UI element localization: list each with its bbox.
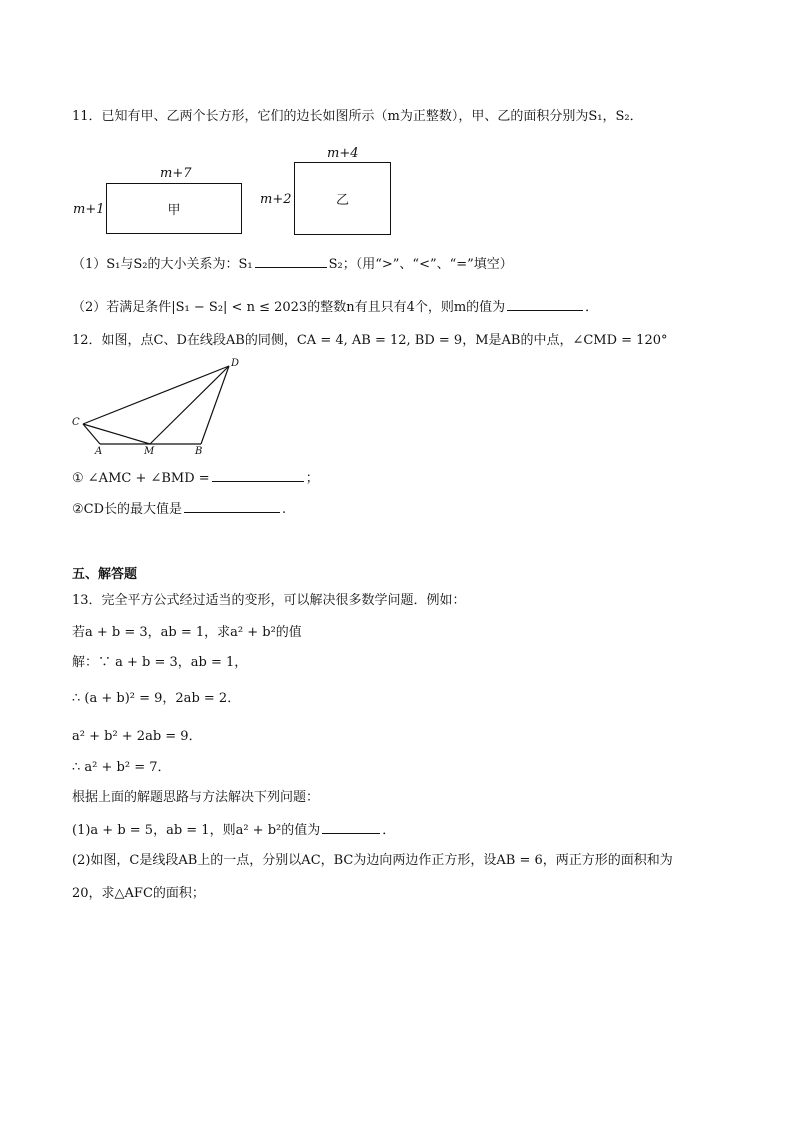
q13-stem: 13．完全平方公式经过适当的变形，可以解决很多数学问题．例如：	[72, 593, 466, 608]
section-title: 五、解答题	[72, 567, 138, 582]
q11-part1-text-end: S₂；（用“>”、“<”、“=”填空）	[328, 257, 513, 272]
segment-md	[150, 366, 229, 444]
q12-part1	[72, 468, 319, 488]
q11-part2-text-end: ．	[585, 300, 599, 315]
q12-part1-blank[interactable]	[212, 468, 304, 482]
q13-solution-4: ∴ a² + b² = 7．	[72, 760, 171, 775]
point-d-label: D	[231, 358, 240, 369]
q12-part2-text-end: .	[282, 502, 287, 517]
q12-part2-text: ②CD长的最大值是	[72, 502, 183, 517]
q13-example: 若a + b = 3，ab = 1，求a² + b²的值	[72, 625, 302, 640]
q11-stem: 11．已知有甲、乙两个长方形，它们的边长如图所示（m为正整数），甲、乙的面积分别为S₁，S₂．	[72, 109, 643, 124]
q13-solution-3: a² + b² + 2ab = 9．	[72, 729, 202, 744]
segment-cd	[83, 366, 229, 424]
q13-part2-line2: 20，求△AFC的面积；	[72, 886, 205, 901]
segment-cm	[83, 424, 150, 444]
rect-b-width-label: m+4	[327, 146, 359, 161]
point-c-label: C	[72, 417, 80, 428]
q12-part1-text: ① ∠AMC + ∠BMD =	[72, 471, 210, 486]
q12-part2-blank[interactable]	[184, 499, 280, 513]
rect-b-height-label: m+2	[260, 192, 292, 207]
rect-b-label: 乙	[335, 193, 349, 208]
q12-part1-text-end: ；	[305, 471, 319, 486]
q13-part1	[72, 820, 395, 840]
segment-bd	[201, 366, 229, 444]
q11-part2-text: （2）若满足条件|S₁ − S₂| < n ≤ 2023的整数n有且只有4个，则m的值为	[72, 300, 506, 315]
q13-solution-1: 解：∵ a + b = 3，ab = 1，	[72, 655, 248, 670]
rect-a-label: 甲	[167, 203, 181, 218]
q11-part1-text: （1）S₁与S₂的大小关系为：S₁	[72, 257, 253, 272]
q13-part1-blank[interactable]	[322, 820, 380, 834]
q13-part1-text-end: ．	[382, 823, 396, 838]
q12-part2	[72, 499, 286, 519]
point-b-label: B	[195, 446, 203, 457]
q13-part2-line1: (2)如图，C是线段AB上的一点，分别以AC，BC为边向两边作正方形，设AB = 6，两正方形的面积和为	[72, 853, 673, 868]
q13-part1-text: (1)a + b = 5，ab = 1，则a² + b²的值为	[72, 823, 321, 838]
point-a-label: A	[95, 446, 103, 457]
q12-stem: 12．如图，点C、D在线段AB的同侧，CA = 4, AB = 12, BD = 9，M是AB的中点，∠CMD = 120°	[72, 333, 668, 348]
q13-instruction: 根据上面的解题思路与方法解决下列问题：	[72, 790, 320, 805]
point-m-label: M	[144, 446, 155, 457]
rect-a-height-label: m+1	[73, 202, 105, 217]
rect-a-width-label: m+7	[160, 166, 192, 181]
q13-solution-2: ∴ (a + b)² = 9，2ab = 2．	[72, 691, 241, 706]
